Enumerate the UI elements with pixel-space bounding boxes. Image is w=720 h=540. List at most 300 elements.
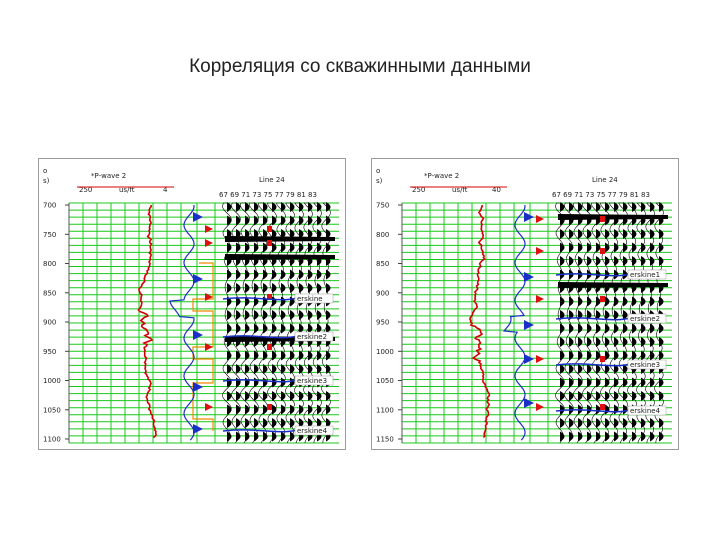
wiggle-peak-fill	[272, 432, 277, 442]
log-min: 250	[412, 186, 426, 194]
wiggle-peak-fill	[245, 391, 250, 401]
wiggle-peak-fill	[650, 432, 655, 442]
trace-red-marker	[267, 240, 272, 246]
wiggle-peak-fill	[569, 337, 574, 347]
wiggle-peak-fill	[605, 405, 610, 415]
wiggle-peak-fill	[587, 432, 592, 442]
wiggle-peak-fill	[290, 283, 295, 293]
wiggle-peak-fill	[623, 297, 628, 307]
wiggle-peak-fill	[290, 310, 295, 320]
wiggle-peak-fill	[623, 243, 628, 253]
wiggle-peak-fill	[596, 324, 601, 334]
wiggle-peak-fill	[623, 432, 628, 442]
depth-tick-label: 850	[376, 260, 390, 268]
depth-tick-label: 850	[43, 289, 57, 298]
wiggle-peak-fill	[245, 418, 250, 428]
wiggle-peak-fill	[578, 256, 583, 266]
wiggle-peak-fill	[227, 283, 232, 293]
wiggle-peak-fill	[641, 324, 646, 334]
wiggle-peak-fill	[614, 229, 619, 239]
blue-event-marker	[193, 274, 203, 284]
depth-axis	[376, 202, 402, 444]
wiggle-peak-fill	[272, 391, 277, 401]
wiggle-peak-fill	[641, 351, 646, 361]
depth-axis	[43, 202, 69, 444]
red-event-marker	[205, 403, 213, 411]
wiggle-peak-fill	[560, 297, 565, 307]
wiggle-peak-fill	[659, 229, 664, 239]
wiggle-peak-fill	[308, 391, 313, 401]
wiggle-peak-fill	[578, 243, 583, 253]
wiggle-peak-fill	[263, 351, 268, 361]
log-max: 40	[492, 186, 501, 194]
wiggle-peak-fill	[308, 270, 313, 280]
wiggle-peak-fill	[587, 351, 592, 361]
wiggle-peak-fill	[632, 324, 637, 334]
depth-tick-label: 1050	[376, 377, 394, 385]
wiggle-peak-fill	[263, 418, 268, 428]
wiggle-peak-fill	[569, 256, 574, 266]
wiggle-peak-fill	[281, 391, 286, 401]
line-label: Line 24	[592, 176, 618, 184]
trace-red-marker	[600, 404, 605, 410]
wiggle-peak-fill	[308, 405, 313, 415]
blue-event-marker	[524, 354, 534, 364]
wiggle-peak-fill	[587, 324, 592, 334]
wiggle-peak-fill	[236, 324, 241, 334]
log-max: 4	[163, 186, 168, 194]
wiggle-peak-fill	[596, 432, 601, 442]
wiggle-peak-fill	[632, 391, 637, 401]
wiggle-peak-fill	[326, 310, 331, 320]
line-label: Line 24	[259, 176, 285, 184]
horizon-label: erskine4	[297, 427, 328, 435]
wiggle-peak-fill	[623, 351, 628, 361]
wiggle-peak-fill	[596, 297, 601, 307]
wiggle-peak-fill	[641, 391, 646, 401]
wiggle-peak-fill	[578, 337, 583, 347]
wiggle-peak-fill	[281, 243, 286, 253]
wiggle-peak-fill	[614, 310, 619, 320]
wiggle-peak-fill	[326, 405, 331, 415]
horizon-label: erskine3	[630, 361, 661, 369]
trace-red-marker	[600, 216, 605, 222]
wiggle-peak-fill	[614, 243, 619, 253]
wiggle-peak-fill	[299, 283, 304, 293]
horizon-line	[556, 410, 630, 412]
wiggle-peak-fill	[578, 391, 583, 401]
depth-tick-label: 900	[43, 318, 57, 327]
wiggle-peak-fill	[227, 432, 232, 442]
wiggle-peak-fill	[236, 351, 241, 361]
wiggle-peak-fill	[614, 391, 619, 401]
wiggle-peak-fill	[272, 243, 277, 253]
wiggle-peak-fill	[623, 229, 628, 239]
wiggle-peak-fill	[605, 324, 610, 334]
wiggle-peak-fill	[272, 283, 277, 293]
wiggle-peak-fill	[605, 297, 610, 307]
wiggle-peak-fill	[605, 243, 610, 253]
wiggle-peak-fill	[281, 324, 286, 334]
wiggle-peak-fill	[614, 351, 619, 361]
slide-title: Корреляция со скважинными данными	[189, 56, 531, 77]
red-event-marker	[536, 215, 544, 223]
wiggle-peak-fill	[605, 310, 610, 320]
wiggle-peak-fill	[560, 432, 565, 442]
wiggle-peak-fill	[281, 297, 286, 307]
wiggle-peak-fill	[236, 418, 241, 428]
wiggle-peak-fill	[569, 297, 574, 307]
wiggle-peak-fill	[659, 418, 664, 428]
wiggle-peak-fill	[641, 256, 646, 266]
wiggle-peak-fill	[659, 351, 664, 361]
depth-tick-label: 1150	[376, 435, 394, 444]
depth-tick-label: 700	[43, 201, 57, 210]
wiggle-peak-fill	[587, 229, 592, 239]
wiggle-peak-fill	[245, 243, 250, 253]
wiggle-peak-fill	[299, 391, 304, 401]
wiggle-peak-fill	[578, 351, 583, 361]
wiggle-peak-fill	[650, 229, 655, 239]
wiggle-peak-fill	[263, 391, 268, 401]
log-name: *P-wave 2	[91, 172, 127, 180]
wiggle-peak-fill	[272, 324, 277, 334]
horizon-line	[223, 298, 297, 300]
wiggle-peak-fill	[263, 324, 268, 334]
wiggle-peak-fill	[587, 256, 592, 266]
wiggle-peak-fill	[245, 283, 250, 293]
log-min: 250	[79, 186, 93, 194]
trace-red-marker	[600, 296, 605, 302]
correlation-plot-right	[372, 159, 678, 449]
wiggle-peak-fill	[254, 418, 259, 428]
red-event-marker	[205, 225, 213, 233]
wiggle-peak-fill	[254, 391, 259, 401]
wiggle-peak-fill	[272, 270, 277, 280]
wiggle-peak-fill	[281, 310, 286, 320]
wiggle-peak-fill	[569, 351, 574, 361]
wiggle-peak-fill	[632, 243, 637, 253]
wiggle-peak-fill	[578, 297, 583, 307]
correlation-plot-left	[39, 159, 345, 449]
wiggle-peak-fill	[227, 243, 232, 253]
wiggle-peak-fill	[245, 270, 250, 280]
wiggle-peak-fill	[227, 270, 232, 280]
wiggle-peak-fill	[659, 324, 664, 334]
wiggle-peak-fill	[623, 337, 628, 347]
trace-red-marker	[600, 356, 605, 362]
wiggle-peak-fill	[560, 337, 565, 347]
wiggle-peak-fill	[659, 337, 664, 347]
wiggle-peak-fill	[587, 418, 592, 428]
depth-tick-label: 800	[376, 230, 390, 239]
red-event-marker	[536, 355, 544, 363]
wiggle-peak-fill	[236, 310, 241, 320]
wiggle-peak-fill	[281, 432, 286, 442]
wiggle-peak-fill	[227, 351, 232, 361]
horizon-line	[556, 274, 630, 276]
horizon-label: erskine	[297, 295, 323, 303]
horizon-label: erskine2	[630, 315, 661, 323]
wiggle-peak-fill	[254, 310, 259, 320]
wiggle-peak-fill	[326, 283, 331, 293]
wiggle-peak-fill	[317, 283, 322, 293]
wiggle-peak-fill	[632, 256, 637, 266]
horizon-label: erskine2	[297, 333, 328, 341]
wiggle-peak-fill	[632, 337, 637, 347]
trace-red-marker	[267, 404, 272, 410]
wiggle-peak-fill	[290, 351, 295, 361]
wiggle-peak-fill	[632, 297, 637, 307]
wiggle-peak-fill	[632, 229, 637, 239]
wiggle-peak-fill	[641, 432, 646, 442]
wiggle-peak-fill	[650, 256, 655, 266]
wiggle-peak-fill	[326, 351, 331, 361]
wiggle-peak-fill	[614, 270, 619, 280]
wiggle-peak-fill	[236, 391, 241, 401]
wiggle-peak-fill	[560, 324, 565, 334]
wiggle-peak-fill	[596, 256, 601, 266]
wiggle-peak-fill	[569, 229, 574, 239]
wiggle-peak-fill	[614, 418, 619, 428]
horizon-label: erskine4	[630, 407, 661, 415]
wiggle-peak-fill	[308, 243, 313, 253]
wiggle-peak-fill	[605, 229, 610, 239]
wiggle-peak-fill	[254, 324, 259, 334]
wiggle-peak-fill	[596, 405, 601, 415]
wiggle-peak-fill	[299, 351, 304, 361]
wiggle-peak-fill	[227, 324, 232, 334]
wiggle-peak-fill	[614, 324, 619, 334]
wiggle-peak-fill	[227, 405, 232, 415]
wiggle-peak-fill	[641, 243, 646, 253]
wiggle-peak-fill	[659, 256, 664, 266]
wiggle-peak-fill	[650, 324, 655, 334]
wiggle-peak-fill	[578, 432, 583, 442]
wiggle-peak-fill	[254, 405, 259, 415]
wiggle-peak-fill	[299, 310, 304, 320]
wiggle-peak-fill	[569, 324, 574, 334]
wiggle-peak-fill	[605, 256, 610, 266]
depth-tick-label: 800	[43, 260, 57, 268]
wiggle-peak-fill	[299, 243, 304, 253]
wiggle-peak-fill	[623, 391, 628, 401]
wiggle-peak-fill	[236, 432, 241, 442]
depth-tick-label: 950	[376, 318, 390, 327]
wiggle-peak-fill	[263, 432, 268, 442]
strong-reflector	[558, 282, 668, 288]
trace-numbers: 67 69 71 73 75 77 79 81 83	[219, 191, 317, 199]
wiggle-peak-fill	[578, 229, 583, 239]
trace-red-marker	[267, 226, 272, 232]
axis-corner-top: o	[376, 167, 381, 175]
wiggle-peak-fill	[641, 297, 646, 307]
wiggle-peak-fill	[605, 351, 610, 361]
axis-corner-bottom: s)	[43, 177, 50, 185]
depth-tick-label: 900	[376, 289, 390, 298]
strong-reflector	[558, 214, 668, 220]
red-event-marker	[205, 293, 213, 301]
wiggle-peak-fill	[587, 297, 592, 307]
blue-event-marker	[193, 424, 203, 434]
wiggle-peak-fill	[254, 243, 259, 253]
trace-numbers: 67 69 71 73 75 77 79 81 83	[552, 191, 650, 199]
blue-event-marker	[193, 330, 203, 340]
depth-tick-label: 1000	[376, 347, 394, 356]
wiggle-peak-fill	[317, 310, 322, 320]
wiggle-peak-fill	[290, 324, 295, 334]
wiggle-peak-fill	[299, 270, 304, 280]
wiggle-peak-fill	[290, 432, 295, 442]
wiggle-peak-fill	[245, 310, 250, 320]
wiggle-peak-fill	[614, 432, 619, 442]
sonic-log	[138, 205, 213, 438]
blue-event-marker	[524, 320, 534, 330]
wiggle-peak-fill	[632, 418, 637, 428]
wiggle-peak-fill	[326, 270, 331, 280]
wiggle-peak-fill	[605, 270, 610, 280]
wiggle-peak-fill	[596, 391, 601, 401]
wiggle-peak-fill	[281, 418, 286, 428]
wiggle-peak-fill	[614, 405, 619, 415]
wiggle-peak-fill	[281, 270, 286, 280]
wiggle-peak-fill	[308, 283, 313, 293]
wiggle-peak-fill	[290, 243, 295, 253]
trace-red-marker	[600, 248, 605, 254]
wiggle-peak-fill	[587, 243, 592, 253]
blue-event-marker	[524, 398, 534, 408]
wiggle-peak-fill	[263, 270, 268, 280]
trace-red-marker	[267, 344, 272, 350]
wiggle-peak-fill	[623, 256, 628, 266]
wiggle-peak-fill	[569, 391, 574, 401]
wiggle-peak-fill	[623, 418, 628, 428]
wiggle-peak-fill	[587, 405, 592, 415]
wiggle-peak-fill	[614, 337, 619, 347]
wiggle-peak-fill	[272, 405, 277, 415]
wiggle-peak-fill	[272, 297, 277, 307]
wiggle-peak-fill	[650, 243, 655, 253]
wiggle-peak-fill	[569, 243, 574, 253]
wiggle-peak-fill	[560, 229, 565, 239]
wiggle-peak-fill	[605, 418, 610, 428]
wiggle-peak-fill	[614, 297, 619, 307]
wiggle-peak-fill	[614, 256, 619, 266]
wiggle-peak-fill	[317, 270, 322, 280]
wiggle-peak-fill	[596, 418, 601, 428]
depth-tick-label: 1050	[43, 406, 61, 415]
axis-corner-bottom: s)	[376, 177, 383, 185]
wiggle-peak-fill	[227, 391, 232, 401]
wiggle-peak-fill	[263, 310, 268, 320]
wiggle-peak-fill	[317, 405, 322, 415]
horizon-label: erskine3	[297, 377, 328, 385]
wiggle-peak-fill	[317, 351, 322, 361]
wiggle-peak-fill	[659, 432, 664, 442]
wiggle-peak-fill	[308, 310, 313, 320]
wiggle-peak-fill	[227, 310, 232, 320]
strong-reflector	[225, 236, 335, 242]
wiggle-peak-fill	[605, 337, 610, 347]
wiggle-peak-fill	[290, 391, 295, 401]
wiggle-peak-fill	[272, 351, 277, 361]
axis-corner-top: o	[43, 167, 48, 175]
wiggle-peak-fill	[245, 432, 250, 442]
horizon-line	[223, 430, 297, 432]
log-name: *P-wave 2	[424, 172, 460, 180]
wiggle-peak-fill	[596, 337, 601, 347]
wiggle-peak-fill	[263, 297, 268, 307]
blue-event-marker	[193, 212, 203, 222]
wiggle-peak-fill	[659, 297, 664, 307]
wiggle-peak-fill	[560, 256, 565, 266]
horizon-line	[556, 318, 630, 320]
wiggle-peak-fill	[254, 270, 259, 280]
wiggle-peak-fill	[560, 391, 565, 401]
red-event-marker	[536, 403, 544, 411]
wiggle-peak-fill	[650, 418, 655, 428]
wiggle-peak-fill	[281, 405, 286, 415]
log-unit: us/ft	[452, 186, 468, 194]
wiggle-peak-fill	[641, 418, 646, 428]
wiggle-peak-fill	[560, 418, 565, 428]
wiggle-peak-fill	[605, 391, 610, 401]
correlation-panel-left	[38, 158, 346, 450]
wiggle-peak-fill	[290, 418, 295, 428]
wiggle-peak-fill	[641, 337, 646, 347]
depth-tick-label: 950	[43, 347, 57, 356]
wiggle-peak-fill	[596, 243, 601, 253]
wiggle-peak-fill	[578, 324, 583, 334]
wiggle-peak-fill	[272, 310, 277, 320]
wiggle-peak-fill	[326, 243, 331, 253]
wiggle-peak-fill	[281, 283, 286, 293]
depth-tick-label: 750	[376, 201, 390, 210]
wiggle-peak-fill	[236, 283, 241, 293]
wiggle-peak-fill	[596, 229, 601, 239]
wiggle-peak-fill	[587, 391, 592, 401]
wiggle-peak-fill	[254, 432, 259, 442]
wiggle-peak-fill	[659, 243, 664, 253]
wiggle-peak-fill	[317, 243, 322, 253]
wiggle-peak-fill	[308, 351, 313, 361]
wiggle-peak-fill	[290, 270, 295, 280]
depth-tick-label: 1100	[376, 406, 394, 415]
log-unit: us/ft	[119, 186, 135, 194]
wiggle-peak-fill	[650, 351, 655, 361]
wiggle-peak-fill	[254, 283, 259, 293]
depth-tick-label: 1000	[43, 377, 61, 385]
horizon-label: erskine1	[630, 271, 661, 279]
depth-tick-label: 750	[43, 230, 57, 239]
wiggle-peak-fill	[605, 432, 610, 442]
wiggle-peak-fill	[569, 432, 574, 442]
wiggle-peak-fill	[560, 405, 565, 415]
depth-tick-label: 1100	[43, 435, 61, 444]
horizon-line	[223, 380, 297, 382]
wiggle-peak-fill	[560, 351, 565, 361]
wiggle-peak-fill	[236, 243, 241, 253]
wiggle-peak-fill	[587, 337, 592, 347]
wiggle-peak-fill	[641, 229, 646, 239]
wiggle-peak-fill	[236, 270, 241, 280]
wiggle-peak-fill	[263, 243, 268, 253]
wiggle-peak-fill	[227, 418, 232, 428]
wiggle-peak-fill	[245, 351, 250, 361]
wiggle-peak-fill	[281, 351, 286, 361]
wiggle-peak-fill	[650, 297, 655, 307]
strong-reflector	[225, 254, 335, 260]
